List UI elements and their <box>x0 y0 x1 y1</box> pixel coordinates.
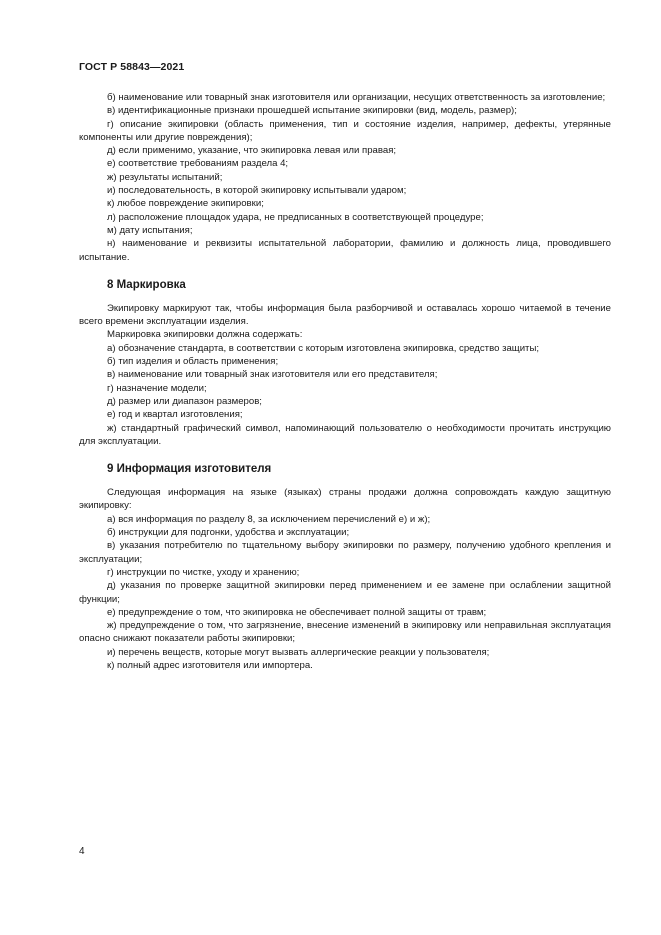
document-body <box>79 91 611 672</box>
list-item: а) обозначение стандарта, в соответствии с которым изготовлена экипировка, средство защиты; <box>107 342 540 354</box>
paragraph: Экипировку маркируют так, чтобы информация была разборчивой и оставалась хорошо читаемой в течение всего времени эксплуатации изделия. <box>79 302 611 328</box>
list-item: е) предупреждение о том, что экипировка не обеспечивает полной защиты от травм; <box>107 606 487 618</box>
paragraph: Маркировка экипировки должна содержать: <box>107 329 303 341</box>
list-item: и) перечень веществ, которые могут вызвать аллергические реакции у пользователя; <box>107 646 490 658</box>
list-item: е) соответствие требованиям раздела 4; <box>107 158 289 170</box>
list-item: и) последовательность, в которой экипировку испытывали ударом; <box>107 185 407 197</box>
list-item: б) тип изделия и область применения; <box>107 356 279 368</box>
list-item: г) инструкции по чистке, уходу и хранению; <box>107 566 300 578</box>
list-item: г) назначение модели; <box>107 382 207 394</box>
list-item: в) указания потребителю по тщательному выбору экипировки по размеру, получению удобного крепления и эксплуатации; <box>79 540 611 565</box>
paragraph: Следующая информация на языке (языках) страны продажи должна сопровождать каждую защитную экипировку: <box>79 487 611 512</box>
list-item: к) полный адрес изготовителя или импортера. <box>107 659 313 671</box>
list-item: д) размер или диапазон размеров; <box>107 395 262 407</box>
page-number: 4 <box>79 846 85 857</box>
list-item: ж) результаты испытаний; <box>107 171 223 183</box>
list-item: д) указания по проверке защитной экипировки перед применением и ее замене при ослаблении защитной функции; <box>79 580 611 605</box>
list-item: в) наименование или товарный знак изготовителя или его представителя; <box>107 369 438 381</box>
section-heading-manufacturer-info: 9 Информация изготовителя <box>107 463 272 476</box>
list-item: е) год и квартал изготовления; <box>107 409 243 421</box>
list-item: б) наименование или товарный знак изготовителя или организации, несущих ответственность за изготовление; <box>107 92 606 103</box>
list-item: л) расположение площадок удара, не предписанных в соответствующей процедуре; <box>107 211 484 223</box>
list-item: в) идентификационные признаки прошедшей испытание экипировки (вид, модель, размер); <box>107 105 517 117</box>
list-item: ж) предупреждение о том, что загрязнение, внесение изменений в экипировку или неправильная эксплуатация опасно снижают показатели работы экипировки; <box>79 620 611 645</box>
list-item: ж) стандартный графический символ, напоминающий пользователю о необходимости прочитать инструкцию для эксплуатации. <box>79 422 611 447</box>
list-item: г) описание экипировки (область применения, тип и состояние изделия, например, дефекты, утерянные компоненты или другие повреждения); <box>79 118 611 143</box>
list-item: н) наименование и реквизиты испытательной лаборатории, фамилию и должность лица, проводившего испытание. <box>79 238 611 263</box>
section-heading-marking: 8 Маркировка <box>107 278 186 291</box>
list-item: к) любое повреждение экипировки; <box>107 198 264 210</box>
list-item: б) инструкции для подгонки, удобства и эксплуатации; <box>107 527 350 539</box>
document-header: ГОСТ Р 58843—2021 <box>79 61 185 73</box>
list-item: м) дату испытания; <box>107 224 193 236</box>
list-item: а) вся информация по разделу 8, за исключением перечислений е) и ж); <box>107 513 431 525</box>
list-item: д) если применимо, указание, что экипировка левая или правая; <box>107 145 397 157</box>
